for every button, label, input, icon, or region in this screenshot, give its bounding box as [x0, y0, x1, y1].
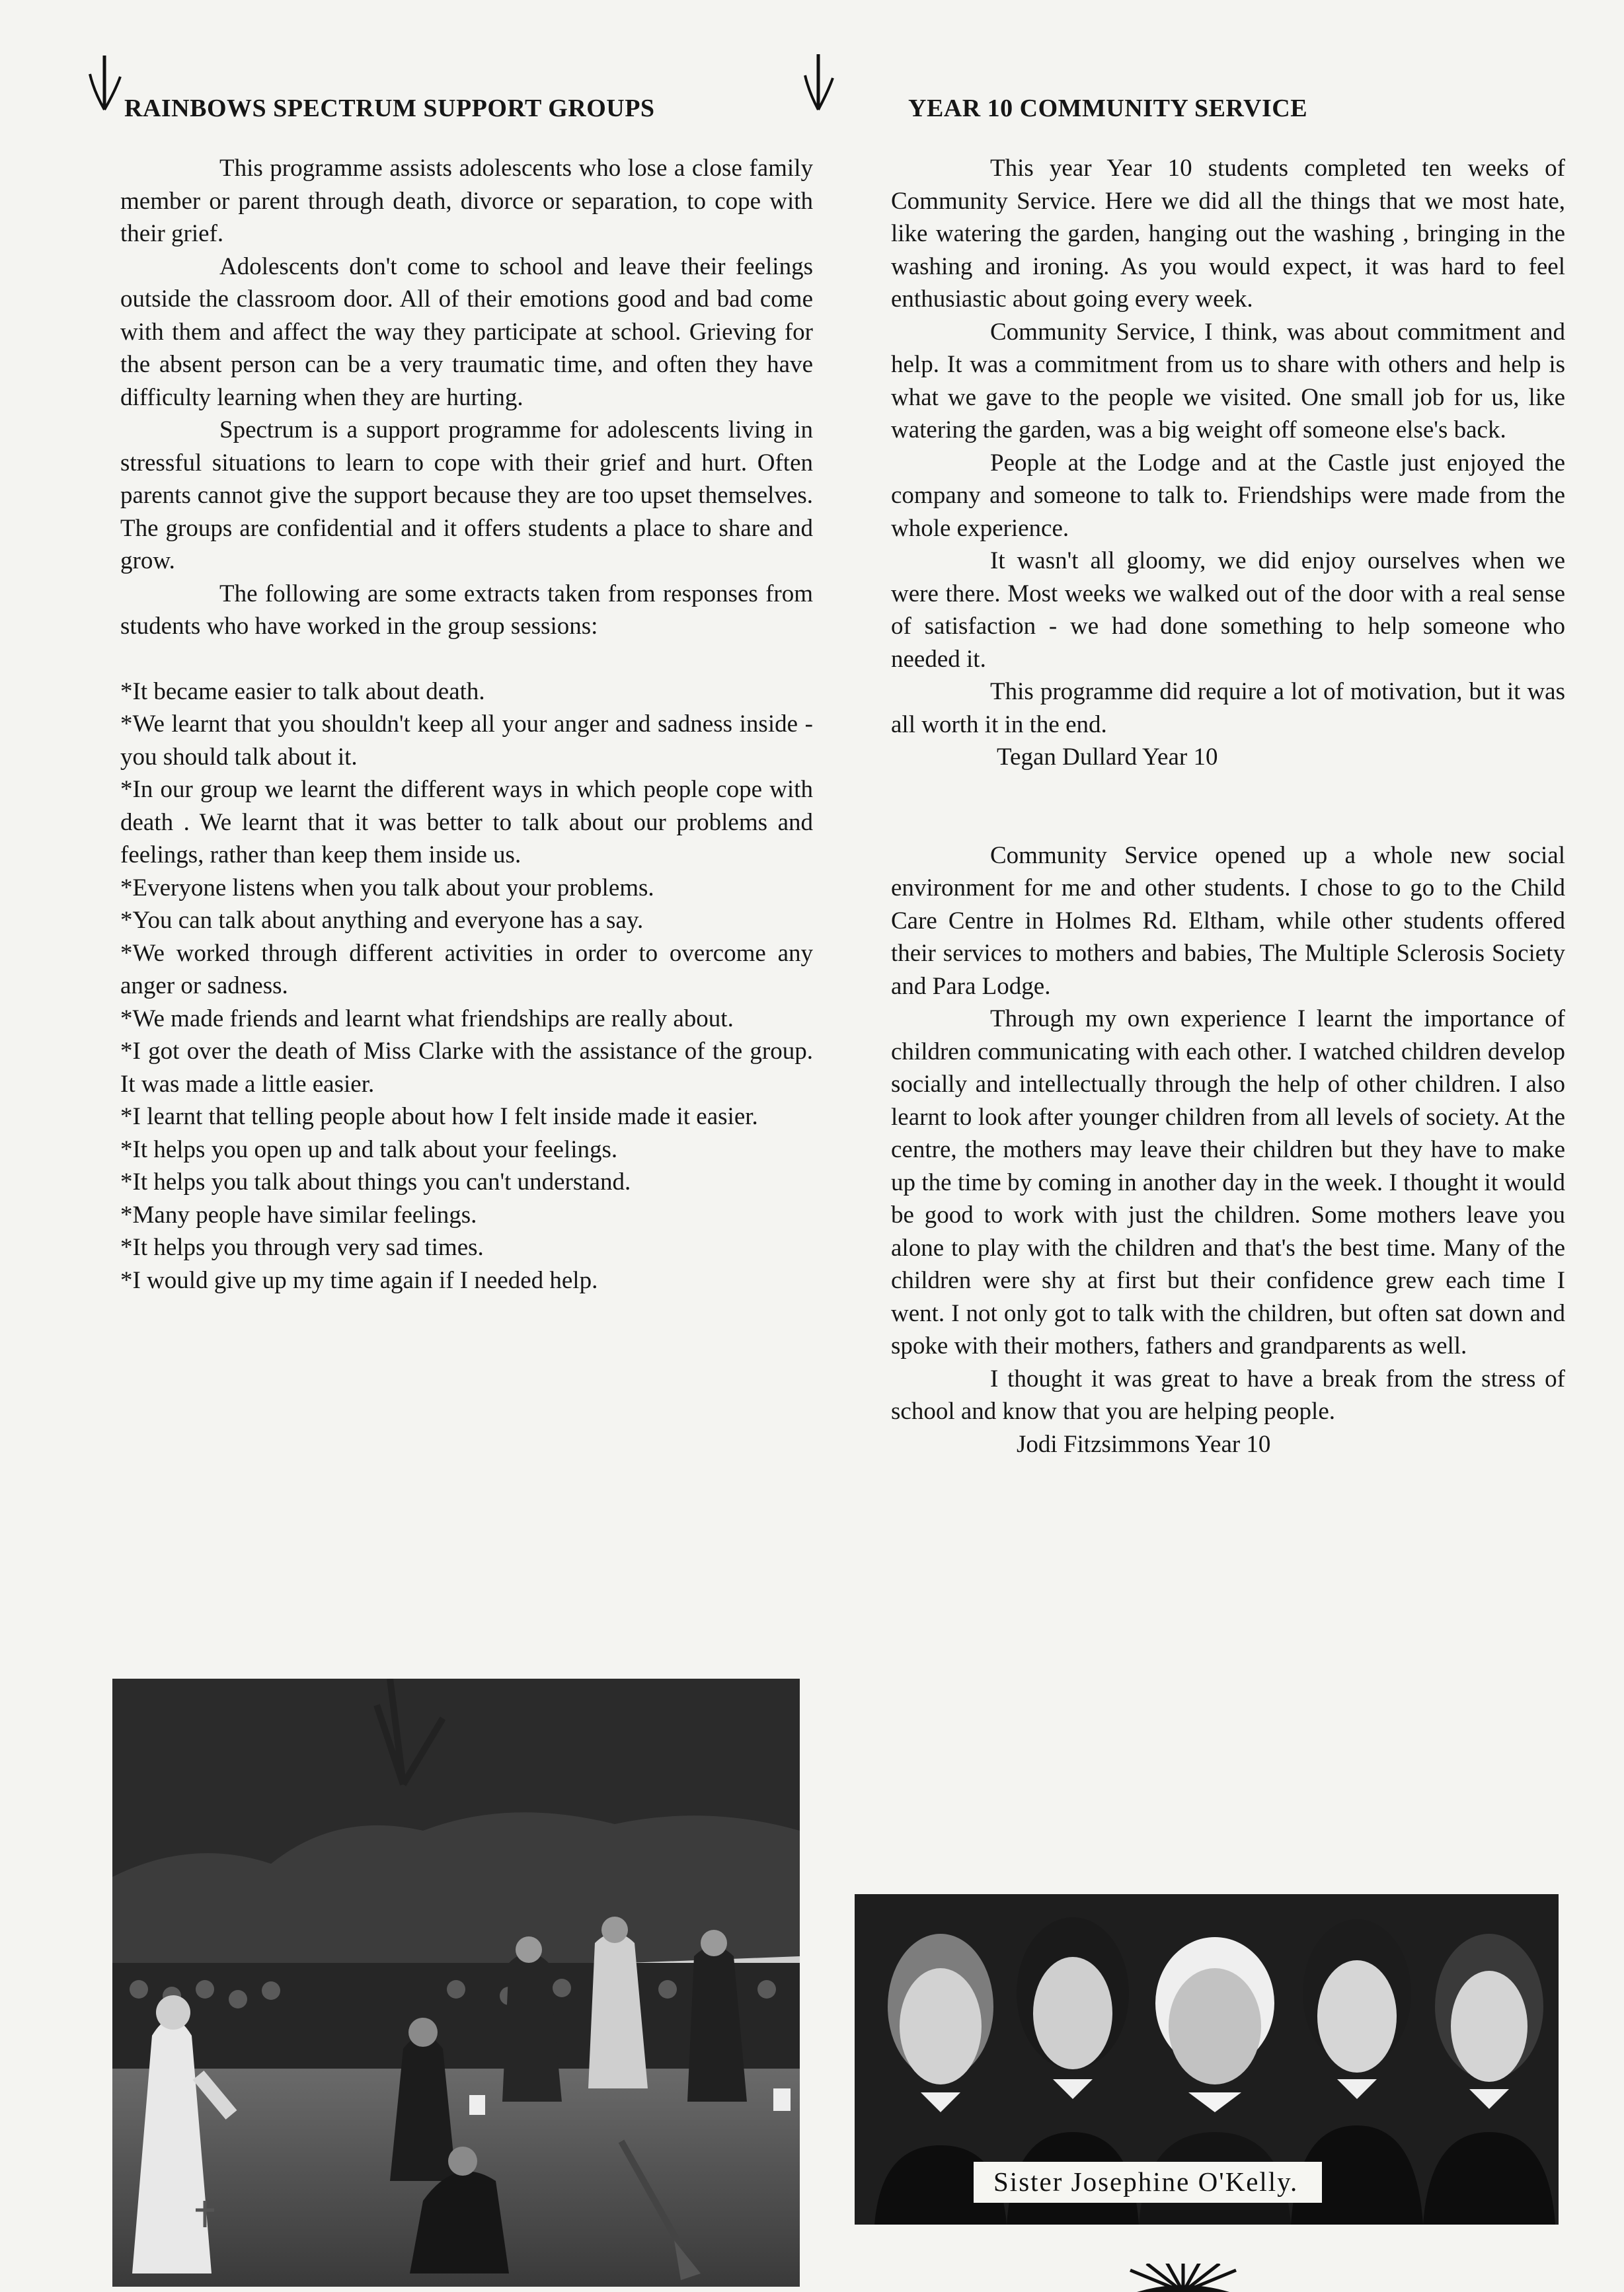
tree-planting-photo [112, 1679, 800, 2287]
paragraph: Community Service, I think, was about commitment and help. It was a commitment from us to share with others and help is what we gave to the people we visited. One small job for us, like watering the garden, was a big weight off someone else's back. [891, 318, 1565, 443]
paragraph: Through my own experience I learnt the importance of children communicating with each other. I watched children develop socially and intellectually through the help of other children. I also learnt to look after younger children from all levels of society. At the centre, the mothers may leave their children but they have to make up the time by coming in another day in the week. I thought it would be good to work with just the children. Some mothers leave you alone to play with the children and that's the best time. Many of the children were shy at first but their confidence grew each time I went. I not only got to talk with the children, but often sat down and spoke with their mothers, fathers and grandparents as well. [891, 1005, 1565, 1359]
paragraph: People at the Lodge and at the Castle just enjoyed the company and someone to talk to. Friendships were made from the whole experience. [891, 449, 1565, 542]
section-heading-community-service: YEAR 10 COMMUNITY SERVICE [908, 95, 1308, 122]
list-item: *We made friends and learnt what friendships are really about. [120, 1005, 734, 1032]
paragraph: This programme assists adolescents who lose a close family member or parent through death, divorce or separation, to cope with their grief. [120, 155, 813, 247]
section-heading-rainbows: RAINBOWS SPECTRUM SUPPORT GROUPS [124, 95, 655, 122]
rainbows-spectrum-article [120, 86, 813, 1297]
list-item: *You can talk about anything and everyone has a say. [120, 907, 644, 934]
group-portrait-photo [855, 1894, 1559, 2225]
paragraph: It wasn't all gloomy, we did enjoy ourselves when we were there. Most weeks we walked out of the door with a real sense of satisfaction - we had done something to help someone who needed it. [891, 547, 1565, 673]
paragraph: This year Year 10 students completed ten weeks of Community Service. Here we did all the things that we most hate, like watering the garden, hanging out the washing , bringing in the washing and ironing. As you would expect, it was hard to feel enthusiastic about going every week. [891, 155, 1565, 313]
list-item: *It helps you open up and talk about your feelings. [120, 1135, 618, 1163]
list-item: *In our group we learnt the different ways in which people cope with death . We learnt that it was better to talk about our problems and feelings, rather than keep them inside us. [120, 776, 813, 868]
list-item: *It became easier to talk about death. [120, 677, 485, 705]
list-item: *Many people have similar feelings. [120, 1201, 477, 1229]
paragraph: This programme did require a lot of motivation, but it was all worth it in the end. [891, 678, 1565, 738]
list-item: *I would give up my time again if I needed help. [120, 1266, 598, 1294]
paragraph: Spectrum is a support programme for adolescents living in stressful situations to learn to cope with their grief and hurt. Often parents cannot give the support because they are too upset themselves. The groups are confidential and it offers students a place to share and grow. [120, 416, 813, 574]
sunburst-ornament-icon [1117, 2264, 1249, 2292]
paragraph: The following are some extracts taken from responses from students who have worked in the group sessions: [120, 580, 813, 640]
author-signature: Tegan Dullard Year 10 [997, 744, 1218, 771]
paragraph: I thought it was great to have a break from the stress of school and know that you are helping people. [891, 1365, 1565, 1425]
photo-caption: Sister Josephine O'Kelly. [974, 2162, 1322, 2203]
paragraph: Adolescents don't come to school and leave their feelings outside the classroom door. All of their emotions good and bad come with them and affect the way they participate at school. Grieving for the absent person can be a very traumatic time, and often they have difficulty learning when they are hurting. [120, 252, 813, 411]
list-item: *I learnt that telling people about how I felt inside made it easier. [120, 1103, 758, 1130]
list-item: *I got over the death of Miss Clarke with the assistance of the group. It was made a little easier. [120, 1038, 813, 1098]
list-item: *Everyone listens when you talk about your problems. [120, 874, 654, 901]
author-signature: Jodi Fitzsimmons Year 10 [1017, 1430, 1271, 1458]
community-service-article [891, 86, 1565, 1461]
bulrush-icon [85, 52, 124, 111]
list-item: *We learnt that you shouldn't keep all your anger and sadness inside - you should talk about it. [120, 710, 813, 771]
list-item: *It helps you through very sad times. [120, 1234, 484, 1261]
list-item: *We worked through different activities in order to overcome any anger or sadness. [120, 939, 813, 999]
student-responses-list [120, 675, 813, 1297]
list-item: *It helps you talk about things you can't understand. [120, 1168, 631, 1196]
paragraph: Community Service opened up a whole new social environment for me and other students. I chose to go to the Child Care Centre in Holmes Rd. Eltham, while other students offered their services to mothers and babies, The Multiple Sclerosis Society and Para Lodge. [891, 841, 1565, 1000]
